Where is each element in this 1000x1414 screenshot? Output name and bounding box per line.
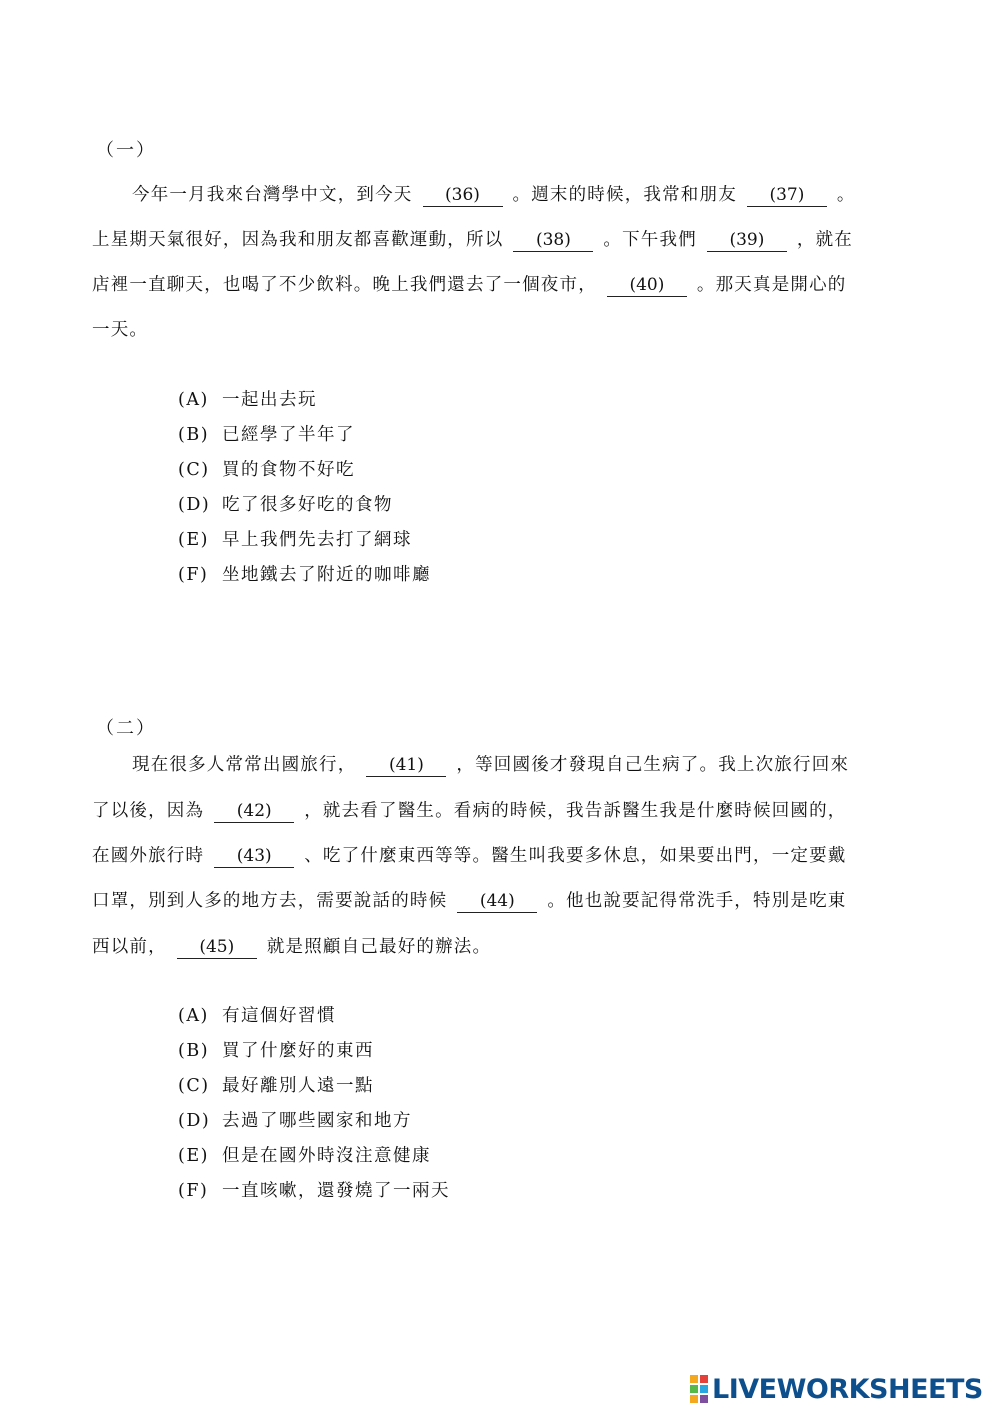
- blank-38[interactable]: (38): [513, 229, 593, 252]
- option-text: 已經學了半年了: [222, 425, 355, 445]
- option-text: 早上我們先去打了網球: [222, 530, 412, 550]
- logo-square: [700, 1375, 708, 1383]
- text-segment: ，就去看了醫生。看病的時候，我告訴醫生我是什麼時候回國的，: [304, 801, 847, 821]
- option-2-a: [178, 1002, 336, 1030]
- option-1-c: [178, 456, 355, 484]
- option-2-b: [178, 1037, 374, 1065]
- blank-36[interactable]: (36): [423, 184, 503, 207]
- blank-42[interactable]: (42): [214, 800, 294, 823]
- passage-1-line-2: [92, 225, 898, 255]
- option-1-f: [178, 561, 431, 589]
- option-2-c: [178, 1072, 374, 1100]
- logo-square: [700, 1385, 708, 1393]
- text-segment: 。: [836, 185, 856, 205]
- section-1-heading: （一）: [96, 140, 156, 161]
- section-2-heading: （二）: [96, 718, 156, 739]
- option-text: 一起出去玩: [222, 390, 317, 410]
- text-segment: 一天。: [92, 320, 149, 340]
- option-letter: (E): [178, 530, 209, 550]
- liveworksheets-logo-icon: [690, 1375, 708, 1403]
- option-letter: (A): [178, 390, 209, 410]
- passage-2-line-5: [92, 932, 898, 962]
- option-text: 去過了哪些國家和地方: [222, 1111, 412, 1131]
- blank-39[interactable]: (39): [707, 229, 787, 252]
- text-segment: ，等回國後才發現自己生病了。我上次旅行回來: [456, 755, 850, 775]
- text-segment: 。他也說要記得常洗手，特別是吃東: [547, 891, 847, 911]
- option-text: 最好離別人遠一點: [222, 1076, 374, 1096]
- option-letter: (E): [178, 1146, 209, 1166]
- option-letter: (C): [178, 460, 210, 480]
- option-letter: (F): [178, 1181, 209, 1201]
- option-letter: (B): [178, 425, 210, 445]
- option-letter: (F): [178, 565, 209, 585]
- option-text: 一直咳嗽，還發燒了一兩天: [222, 1181, 450, 1201]
- option-1-a: [178, 386, 317, 414]
- text-segment: 上星期天氣很好，因為我和朋友都喜歡運動，所以: [92, 230, 504, 250]
- option-text: 但是在國外時沒注意健康: [222, 1146, 431, 1166]
- logo-text: LIVEWORKSHEETS: [712, 1373, 983, 1405]
- option-letter: (C): [178, 1076, 210, 1096]
- blank-41[interactable]: (41): [366, 754, 446, 777]
- option-2-d: [178, 1107, 412, 1135]
- text-segment: 。那天真是開心的: [696, 275, 847, 295]
- passage-1-line-4: [92, 315, 898, 345]
- text-segment: 西以前，: [92, 937, 167, 957]
- logo-square: [690, 1395, 698, 1403]
- text-segment: 、吃了什麼東西等等。醫生叫我要多休息，如果要出門，一定要戴: [304, 846, 847, 866]
- blank-40[interactable]: (40): [607, 274, 687, 297]
- text-segment: ，就在: [796, 230, 854, 250]
- passage-1-line-3: [92, 270, 898, 300]
- text-segment: 就是照顧自己最好的辦法。: [266, 937, 492, 957]
- option-1-e: [178, 526, 412, 554]
- logo-square: [690, 1375, 698, 1383]
- option-text: 買了什麼好的東西: [222, 1041, 374, 1061]
- blank-45[interactable]: (45): [177, 936, 257, 959]
- option-text: 坐地鐵去了附近的咖啡廳: [222, 565, 431, 585]
- text-segment: 現在很多人常常出國旅行，: [132, 755, 357, 775]
- text-segment: 了以後，因為: [92, 801, 205, 821]
- option-2-e: [178, 1142, 431, 1170]
- text-segment: 今年一月我來台灣學中文，到今天: [132, 185, 413, 205]
- blank-43[interactable]: (43): [214, 845, 294, 868]
- logo-square: [690, 1385, 698, 1393]
- passage-1-line-1: [132, 180, 898, 210]
- option-letter: (D): [178, 1111, 211, 1131]
- logo-square: [700, 1395, 708, 1403]
- text-segment: 店裡一直聊天，也喝了不少飲料。晚上我們還去了一個夜市，: [92, 275, 597, 295]
- blank-44[interactable]: (44): [457, 890, 537, 913]
- option-2-f: [178, 1177, 450, 1205]
- text-segment: 。下午我們: [603, 230, 697, 250]
- blank-37[interactable]: (37): [747, 184, 827, 207]
- liveworksheets-logo: [690, 1374, 983, 1404]
- option-letter: (B): [178, 1041, 210, 1061]
- option-letter: (D): [178, 495, 211, 515]
- option-text: 有這個好習慣: [222, 1006, 336, 1026]
- passage-2-line-3: [92, 841, 898, 871]
- text-segment: 在國外旅行時: [92, 846, 205, 866]
- text-segment: 口罩，別到人多的地方去，需要說話的時候: [92, 891, 448, 911]
- option-letter: (A): [178, 1006, 209, 1026]
- option-1-d: [178, 491, 393, 519]
- passage-2-line-2: [92, 796, 898, 826]
- text-segment: 。週末的時候，我常和朋友: [512, 185, 737, 205]
- passage-2-line-1: [132, 750, 898, 780]
- option-text: 吃了很多好吃的食物: [222, 495, 393, 515]
- passage-2-line-4: [92, 886, 898, 916]
- option-1-b: [178, 421, 355, 449]
- option-text: 買的食物不好吃: [222, 460, 355, 480]
